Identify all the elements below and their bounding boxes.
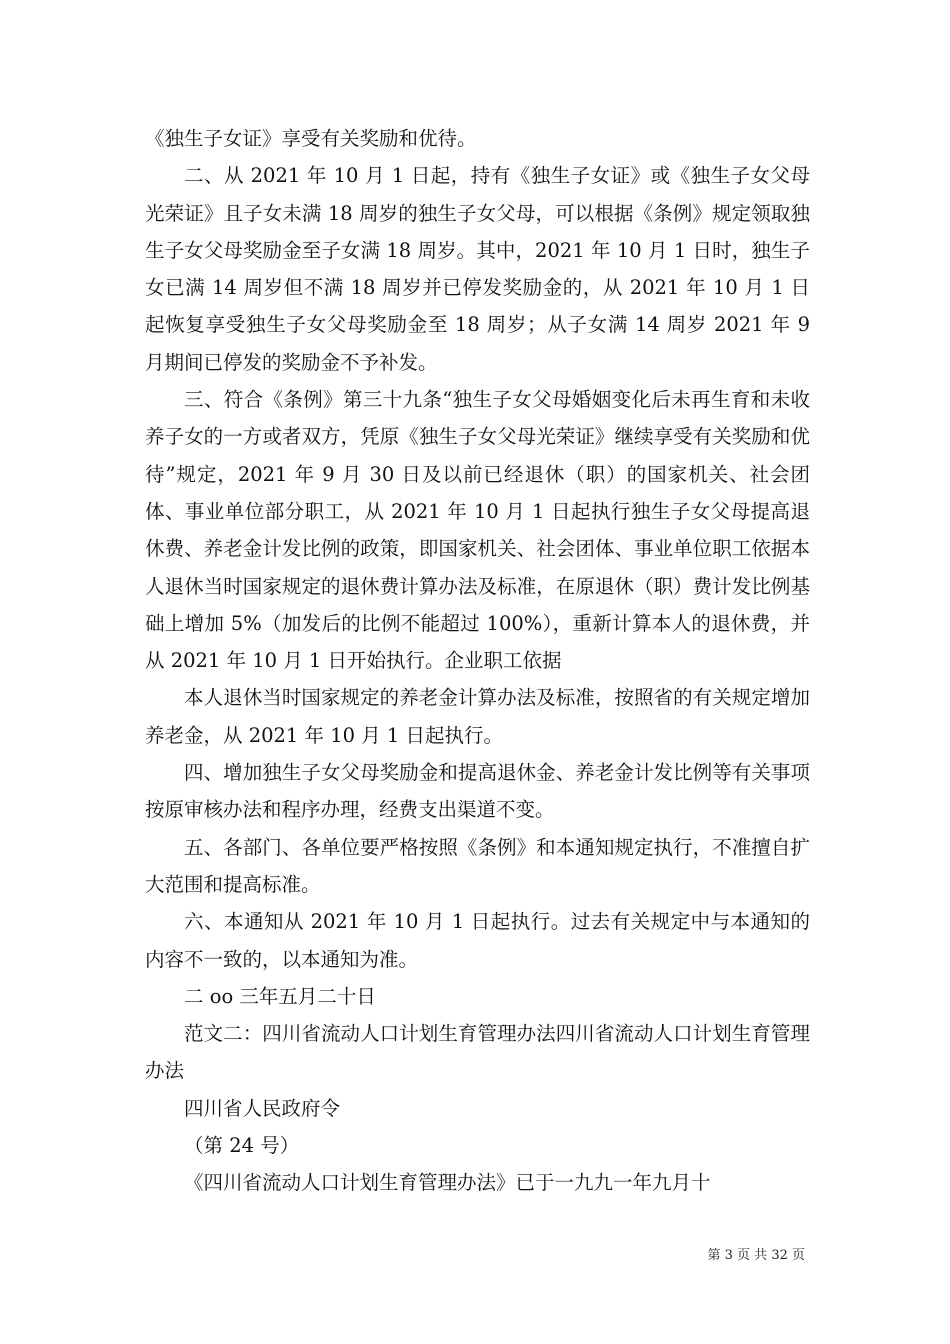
paragraph-measures-intro: 《四川省流动人口计划生育管理办法》已于一九九一年九月十 bbox=[184, 1171, 711, 1195]
paragraph-sample-two-title: 范文二：四川省流动人口计划生育管理办法四川省流动人口计划生育管理办法 bbox=[145, 1022, 810, 1083]
page-number-footer: 第 3 页 共 32 页 bbox=[707, 1248, 805, 1263]
paragraph-continuation: 《独生子女证》享受有关奖励和优待。 bbox=[145, 127, 477, 150]
document-body bbox=[145, 120, 810, 1202]
paragraph-item-2: 二、从 2021 年 10 月 1 日起，持有《独生子女证》或《独生子女父母光荣证》且子女未满 18 周岁的独生子女父母，可以根据《条例》规定领取独生子女父母奖励金至子女满 18 周岁。其中，2021 年 10 月 1 日时，独生子女已满 14 周岁但不满 18 周岁并已停发奖励金的，从 2021 年 10 月 1 日起恢复享受独生子女父母奖励金至 18 周岁；从子女满 14 周岁 2021 年 9 月期间已停发的奖励金不予补发。 bbox=[145, 164, 810, 374]
paragraph-item-6: 六、本通知从 2021 年 10 月 1 日起执行。过去有关规定中与本通知的内容不一致的，以本通知为准。 bbox=[145, 910, 810, 971]
paragraph-item-3: 三、符合《条例》第三十九条“独生子女父母婚姻变化后未再生育和未收养子女的一方或者双方，凭原《独生子女父母光荣证》继续享受有关奖励和优待”规定，2021 年 9 月 30 日及以前已经退休（职）的国家机关、社会团体、事业单位部分职工，从 2021 年 10 月 1 日起执行独生子女父母提高退休费、养老金计发比例的政策，即国家机关、社会团体、事业单位职工依据本人退休当时国家规定的退休费计算办法及标准，在原退休（职）费计发比例基础上增加 5%（加发后的比例不能超过 100%），重新计算本人的退休费，并从 2021 年 10 月 1 日开始执行。企业职工依据 bbox=[145, 388, 810, 673]
paragraph-order-number: （第 24 号） bbox=[184, 1134, 300, 1158]
paragraph-item-5: 五、各部门、各单位要严格按照《条例》和本通知规定执行，不准擅自扩大范围和提高标准。 bbox=[145, 835, 810, 896]
paragraph-date: 二 oo 三年五月二十日 bbox=[184, 984, 376, 1008]
paragraph-government-order: 四川省人民政府令 bbox=[184, 1096, 341, 1120]
paragraph-item-4: 四、增加独生子女父母奖励金和提高退休金、养老金计发比例等有关事项按原审核办法和程序办理，经费支出渠道不变。 bbox=[145, 761, 810, 822]
paragraph-item-3-continued: 本人退休当时国家规定的养老金计算办法及标准，按照省的有关规定增加养老金，从 2021 年 10 月 1 日起执行。 bbox=[145, 686, 810, 747]
